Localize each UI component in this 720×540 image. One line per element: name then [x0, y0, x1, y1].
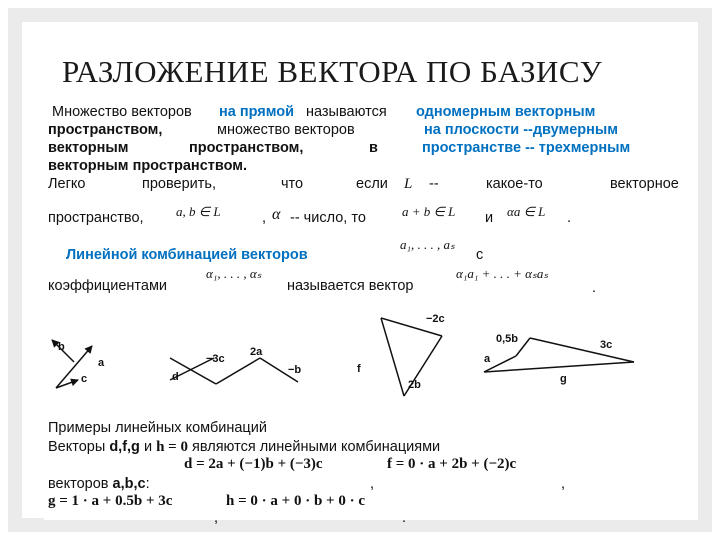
- examples-colon: :: [145, 476, 150, 492]
- para2-number-then: -- число, то: [290, 210, 366, 226]
- para1-text-c: называются: [306, 104, 387, 120]
- para1-one-dim: одномерным векторным: [416, 104, 596, 120]
- g-label-a: a: [484, 353, 491, 365]
- slide-content: [44, 100, 698, 526]
- basis-diagram: [52, 334, 105, 388]
- diagram-f: [357, 313, 445, 396]
- d-label-neg3c: −3c: [206, 353, 225, 365]
- math-a-b-in-L: a, b ∈ L: [176, 204, 221, 219]
- math-g-eq: g = 1 · a + 0.5b + 3c: [48, 493, 173, 509]
- para2-comma: ,: [262, 210, 267, 226]
- examples-and: и: [139, 439, 157, 455]
- para2-vector-adj: векторное: [610, 176, 679, 192]
- g-3c: [530, 338, 634, 362]
- basis-label-a: a: [98, 357, 105, 369]
- para1-space: пространством,: [48, 122, 163, 138]
- math-alpha1-alphas: α₁, . . . , αₛ: [206, 266, 262, 281]
- examples-dfg: d,f,g: [109, 439, 140, 455]
- diagram-d: [170, 346, 301, 384]
- g-label-3c: 3c: [600, 339, 613, 351]
- f-label-f: f: [357, 363, 361, 375]
- f-vector: [381, 318, 404, 396]
- para2-that: что: [281, 176, 304, 192]
- para1-in-space: пространстве -- трехмерным: [422, 140, 631, 156]
- lincomb-with: с: [476, 247, 484, 263]
- para1-space2: пространством,: [189, 140, 304, 156]
- diagram-g: [484, 333, 634, 385]
- para1-on-plane: на плоскости --двумерным: [424, 122, 619, 138]
- g-vector: [484, 362, 634, 372]
- lincomb-called: называется вектор: [287, 278, 414, 294]
- para1-text-a: Множество векторов: [52, 104, 192, 120]
- examples-line2: [48, 476, 150, 493]
- para2-easy: Легко: [48, 176, 86, 192]
- basis-label-b: b: [58, 341, 65, 353]
- vector-diagrams: [44, 300, 698, 410]
- math-a1-as: a₁, . . . , aₛ: [400, 237, 455, 252]
- lincomb-coefficients: коэффициентами: [48, 278, 168, 294]
- para2-and: и: [485, 210, 494, 226]
- f-label-neg2c: −2c: [426, 313, 445, 325]
- examples-are-lincomb: являются линейными комбинациями: [187, 439, 441, 455]
- math-alpha: α: [272, 206, 281, 223]
- basis-label-c: c: [81, 373, 88, 385]
- g-05b: [516, 338, 530, 356]
- para2-L: L: [404, 176, 413, 192]
- examples-comma-2: ,: [561, 476, 566, 492]
- lincomb-heading: Линейной комбинацией векторов: [66, 247, 308, 263]
- para2-check: проверить,: [142, 176, 216, 192]
- para2-dot: .: [567, 210, 572, 226]
- para2-if: если: [356, 176, 388, 192]
- g-label-g: g: [560, 373, 567, 385]
- examples-heading: Примеры линейных комбинаций: [48, 420, 267, 436]
- lincomb-dot: .: [592, 280, 597, 296]
- slide-title: РАЗЛОЖЕНИЕ ВЕКТОРА ПО БАЗИСУ: [62, 54, 603, 89]
- para1-on-line: на прямой: [219, 104, 295, 120]
- g-label-05b: 0,5b: [496, 333, 519, 345]
- examples-comma-1: ,: [370, 476, 375, 492]
- math-a-plus-b-in-L: a + b ∈ L: [402, 204, 456, 219]
- d-label-2a: 2a: [250, 346, 263, 358]
- math-d-eq: d = 2a + (−1)b + (−3)c: [184, 456, 323, 472]
- d-label-negb: −b: [288, 364, 302, 376]
- para2-dash: --: [429, 176, 439, 192]
- para1-in: в: [369, 140, 378, 156]
- math-alpha-a-in-L: αa ∈ L: [507, 204, 546, 219]
- examples-vectors-word: Векторы: [48, 439, 110, 455]
- f-label-2b: 2b: [408, 379, 421, 391]
- examples-of-vectors: векторов: [48, 476, 113, 492]
- examples-dot: .: [402, 510, 407, 526]
- math-lincomb-expr: α₁a₁ + . . . + αₛaₛ: [456, 266, 549, 281]
- para2-some: какое-то: [486, 176, 543, 192]
- math-h-eq-0: h = 0: [156, 439, 188, 455]
- d-label-d: d: [172, 371, 179, 383]
- para1-vector-word: векторным: [48, 140, 129, 156]
- examples-abc: a,b,c: [112, 476, 146, 492]
- para2-space-word: пространство,: [48, 210, 144, 226]
- examples-line1: [48, 439, 440, 456]
- para1-vector-space: векторным пространством.: [48, 158, 247, 174]
- examples-comma-3: ,: [214, 510, 219, 526]
- para1-set-vectors: множество векторов: [217, 122, 355, 138]
- math-f-eq: f = 0 · a + 2b + (−2)c: [387, 456, 517, 472]
- math-h-full: h = 0 · a + 0 · b + 0 · c: [226, 493, 365, 509]
